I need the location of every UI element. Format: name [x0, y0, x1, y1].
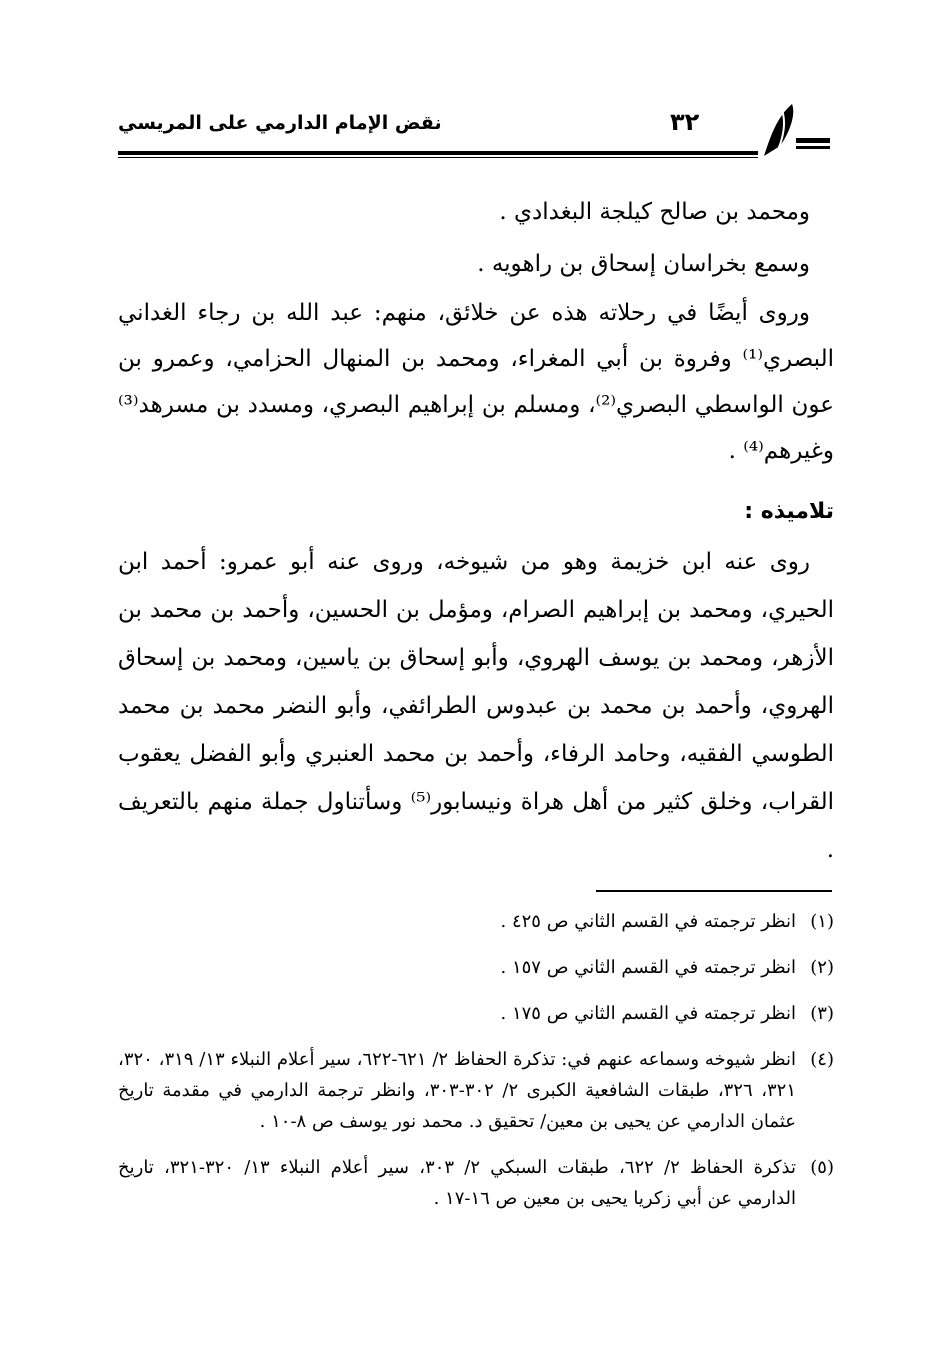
- paragraph-2: وسمع بخراسان إسحاق بن راهويه .: [477, 251, 810, 277]
- header-rule-thick: [118, 151, 758, 155]
- footnote-item: [118, 906, 834, 937]
- footnotes: [118, 906, 834, 1229]
- footnote-number: (٥): [810, 1157, 834, 1178]
- footnote-separator: [596, 890, 832, 892]
- main-text: [118, 186, 834, 874]
- footnote-number: (٣): [810, 1003, 834, 1024]
- footnote-number: (٢): [810, 957, 834, 978]
- footnote-text: انظر ترجمته في القسم الثاني ص ٤٢٥ .: [500, 911, 796, 932]
- page-number: ٣٢: [670, 108, 700, 136]
- footnote-text: انظر شيوخه وسماعه عنهم في: تذكرة الحفاظ ٢/ ٦٢١-٦٢٢، سير أعلام النبلاء ١٣/ ٣١٩، ٣٢٠، ٣٢١، ٣٢٦، طبقات الشافعية الكبرى ٢/ ٣٠٢-٣٠٣، وانظر ترجمة الدارمي في مقدمة تاريخ عثمان الدارمي عن يحيى بن معين/ تحقيق د. محمد نور يوسف ص ٨-١٠ .: [118, 1049, 797, 1132]
- paragraph-4: روى عنه ابن خزيمة وهو من شيوخه، وروى عنه أبو عمرو: أحمد ابن الحيري، ومحمد بن إبراهيم الصرام، ومؤمل بن الحسين، وأحمد بن محمد بن الأزهر، ومحمد بن يوسف الهروي، وأبو إسحاق بن ياسين، ومحمد بن إسحاق الهروي، وأحمد بن محمد بن عبدوس الطرائفي، وأبو النضر محمد بن محمد الطوسي الفقيه، وحامد الرفاء، وأحمد بن محمد العنبري وأبو الفضل يعقوب القراب، وخلق كثير من أهل هراة ونيسابور⁽⁵⁾ وسأتناول جملة منهم بالتعريف .: [118, 549, 834, 863]
- header-rule-thin: [118, 157, 758, 158]
- paragraph-1: ومحمد بن صالح كيلجة البغدادي .: [499, 199, 810, 225]
- page-header: [118, 96, 832, 162]
- footnote-item: [118, 1044, 834, 1137]
- footnote-item: [118, 998, 834, 1029]
- footnote-number: (١): [810, 911, 834, 932]
- footnote-text: انظر ترجمته في القسم الثاني ص ١٥٧ .: [500, 957, 796, 978]
- quill-ornament-icon: [756, 98, 832, 162]
- running-title: نقض الإمام الدارمي على المريسي: [118, 112, 442, 134]
- paragraph-3: وروى أيضًا في رحلاته هذه عن خلائق، منهم: عبد الله بن رجاء الغداني البصري⁽¹⁾ وفروة بن أبي المغراء، ومحمد بن المنهال الحزامي، وعمرو بن عون الواسطي البصري⁽²⁾، ومسلم بن إبراهيم البصري، ومسدد بن مسرهد⁽³⁾ وغيرهم⁽⁴⁾ .: [118, 300, 834, 464]
- footnote-text: انظر ترجمته في القسم الثاني ص ١٧٥ .: [500, 1003, 796, 1024]
- section-heading: تلاميذه :: [744, 499, 834, 524]
- footnote-number: (٤): [810, 1049, 834, 1070]
- footnote-item: [118, 952, 834, 983]
- footnote-text: تذكرة الحفاظ ٢/ ٦٢٢، طبقات السبكي ٢/ ٣٠٣، سير أعلام النبلاء ١٣/ ٣٢٠-٣٢١، تاريخ الدارمي عن أبي زكريا يحيى بن معين ص ١٦-١٧ .: [118, 1157, 796, 1209]
- footnote-item: [118, 1152, 834, 1214]
